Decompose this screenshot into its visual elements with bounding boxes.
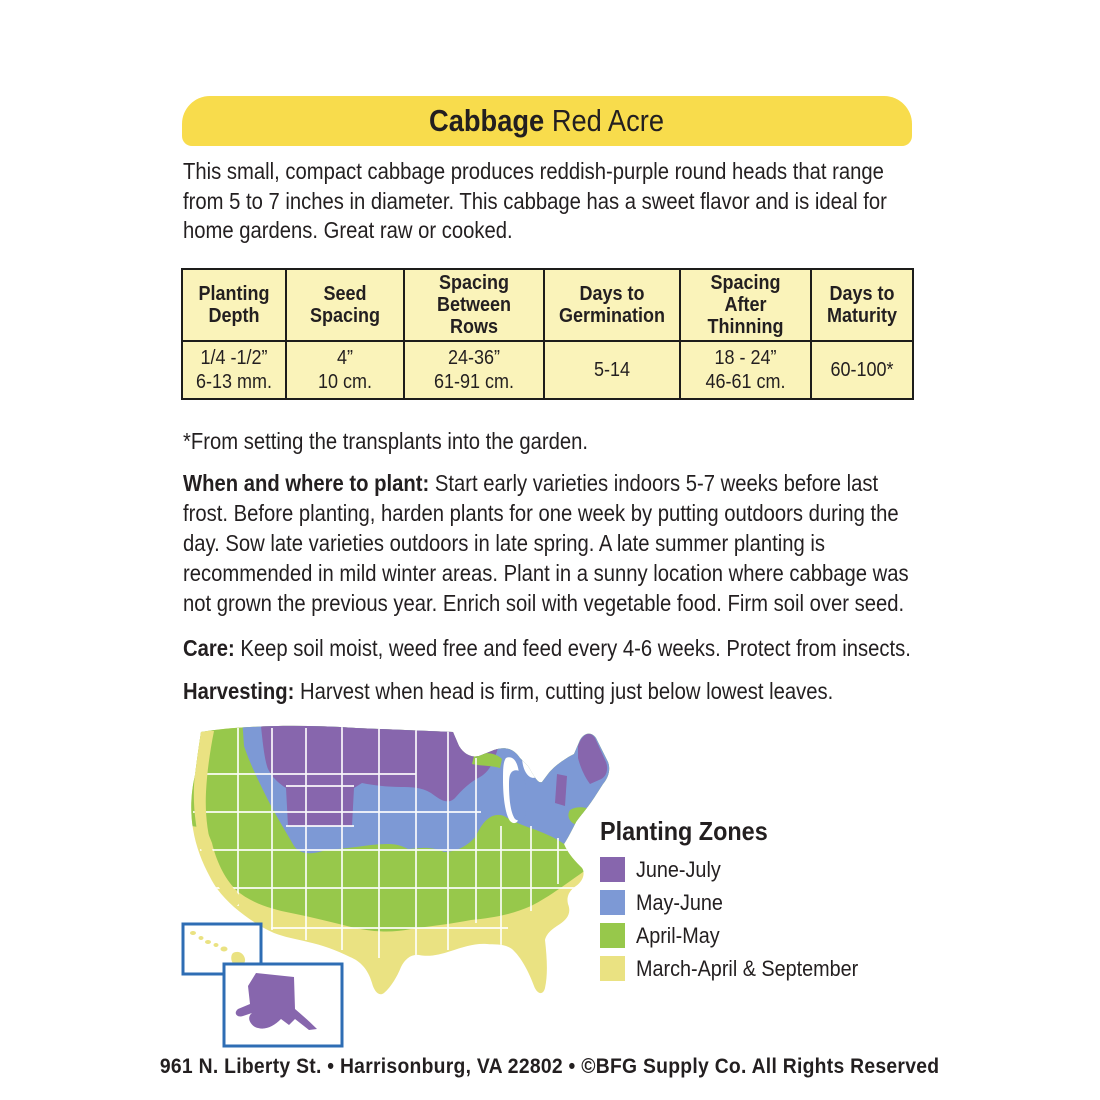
legend-item-may-june	[600, 886, 930, 919]
section-text: Keep soil moist, weed free and feed every 4-6 weeks. Protect from insects.	[240, 635, 911, 661]
legend-title: Planting Zones	[600, 816, 768, 846]
legend-label: June-July	[636, 856, 721, 882]
variety-name: Cabbage	[429, 103, 545, 138]
map-legend	[600, 816, 930, 985]
planting-info-table	[181, 268, 914, 400]
col-header-seed-spacing: Seed Spacing	[286, 269, 404, 341]
planting-zones-map	[176, 716, 638, 1058]
legend-item-april-may	[600, 919, 930, 952]
section-label: When and where to plant:	[183, 470, 435, 496]
table-header-row	[182, 269, 913, 341]
section-care	[183, 633, 915, 663]
legend-label: April-May	[636, 922, 720, 948]
title-banner	[182, 96, 912, 146]
alaska-inset	[224, 964, 342, 1046]
cell-planting-depth: 1/4 -1/2” 6-13 mm.	[182, 341, 286, 399]
section-harvesting	[183, 676, 915, 706]
section-text: Start early varieties indoors 5-7 weeks before last frost. Before planting, harden plants for one week by putting outdoors during the day. Sow late varieties outdoors in late spring. A late summer planting is recommended in mild winter areas. Plant in a sunny location where cabbage was not grown the previous year. Enrich soil with vegetable food. Firm soil over seed.	[183, 470, 909, 616]
cultivar-name: Red Acre	[544, 103, 665, 138]
legend-label: March-April & September	[636, 955, 859, 981]
legend-label: May-June	[636, 889, 723, 915]
page-title	[429, 103, 664, 139]
legend-item-march-april-september	[600, 952, 930, 985]
col-header-days-to-germination: Days to Germination	[544, 269, 680, 341]
col-header-planting-depth: Planting Depth	[182, 269, 286, 341]
table-footnote: *From setting the transplants into the garden.	[183, 428, 589, 454]
cell-spacing-between-rows: 24-36” 61-91 cm.	[404, 341, 544, 399]
legend-item-june-july	[600, 853, 930, 886]
cell-days-to-germination: 5-14	[544, 341, 680, 399]
cell-seed-spacing: 4” 10 cm.	[286, 341, 404, 399]
col-header-spacing-after-thinning: Spacing After Thinning	[680, 269, 811, 341]
legend-swatch-april-may	[600, 923, 625, 948]
section-label: Care:	[183, 635, 241, 661]
new-england-green	[568, 807, 595, 825]
legend-swatch-june-july	[600, 857, 625, 882]
table-value-row	[182, 341, 913, 399]
footer-text: 961 N. Liberty St. • Harrisonburg, VA 22802 • ©BFG Supply Co. All Rights Reserved	[160, 1055, 940, 1078]
description-text: This small, compact cabbage produces reddish-purple round heads that range from 5 to 7 inches in diameter. This cabbage has a sweet flavor and is ideal for home gardens. Great raw or cooked.	[183, 158, 887, 243]
section-text: Harvest when head is firm, cutting just below lowest leaves.	[299, 678, 834, 704]
legend-swatch-march-april-september	[600, 956, 625, 981]
footer-address	[0, 1055, 1100, 1079]
legend-swatch-may-june	[600, 890, 625, 915]
cell-days-to-maturity: 60-100*	[811, 341, 913, 399]
col-header-days-to-maturity: Days to Maturity	[811, 269, 913, 341]
cell-spacing-after-thinning: 18 - 24” 46-61 cm.	[680, 341, 811, 399]
col-header-spacing-between-rows: Spacing Between Rows	[404, 269, 544, 341]
section-when-and-where	[183, 468, 915, 618]
section-label: Harvesting:	[183, 678, 300, 704]
state-vermont	[555, 774, 567, 806]
